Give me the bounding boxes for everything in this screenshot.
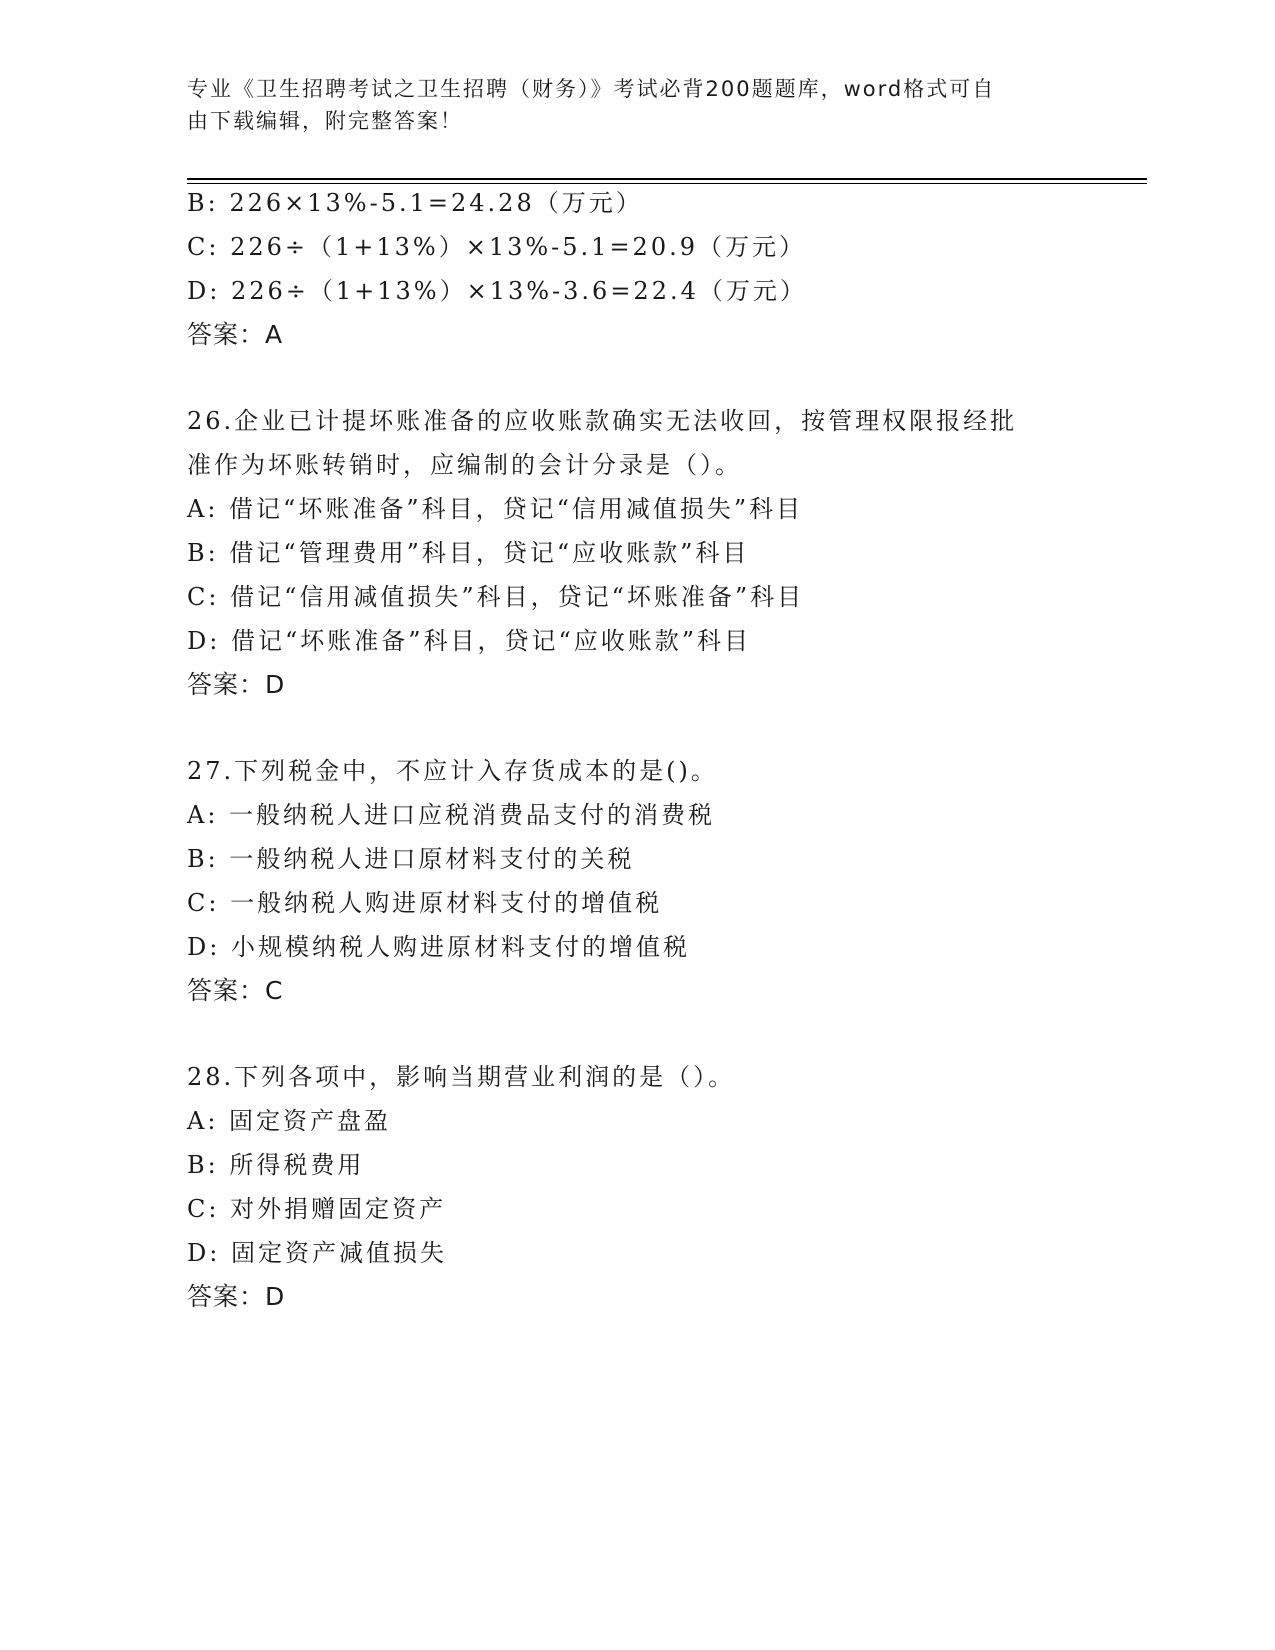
header-line-2: 由下载编辑，附完整答案！ [187, 109, 463, 133]
q28-stem: 28.下列各项中，影响当期营业利润的是（）。 [187, 1063, 736, 1091]
q28-option-d: D: 固定资产减值损失 [187, 1239, 447, 1267]
q26-option-d: D: 借记“坏账准备”科目，贷记“应收账款”科目 [187, 627, 752, 655]
header-divider-thin [187, 183, 1147, 184]
q27-answer: 答案：C [187, 976, 284, 1005]
q25-option-b: B: 226×13%-5.1=24.28（万元） [187, 189, 643, 217]
q28-answer: 答案：D [187, 1282, 286, 1311]
q26-stem-line-1: 26.企业已计提坏账准备的应收账款确实无法收回，按管理权限报经批 [187, 407, 1018, 435]
q26-option-b: B: 借记“管理费用”科目，贷记“应收账款”科目 [187, 539, 750, 567]
q27-option-d: D: 小规模纳税人购进原材料支付的增值税 [187, 933, 690, 961]
q26-stem-line-2: 准作为坏账转销时，应编制的会计分录是（）。 [187, 451, 742, 479]
q27-option-a: A: 一般纳税人进口应税消费品支付的消费税 [187, 801, 716, 829]
q27-stem: 27.下列税金中，不应计入存货成本的是()。 [187, 757, 718, 785]
q26-option-a: A: 借记“坏账准备”科目，贷记“信用减值损失”科目 [187, 495, 804, 523]
header-line-1: 专业《卫生招聘考试之卫生招聘（财务）》考试必背200题题库，word格式可自 [187, 77, 996, 101]
q25-option-d: D: 226÷（1+13%）×13%-3.6=22.4（万元） [187, 277, 807, 305]
q25-option-c: C: 226÷（1+13%）×13%-5.1=20.9（万元） [187, 233, 806, 261]
header-divider-thick [187, 178, 1147, 180]
q26-answer: 答案：D [187, 670, 286, 699]
q25-answer: 答案：A [187, 320, 284, 349]
q26-option-c: C: 借记“信用减值损失”科目，贷记“坏账准备”科目 [187, 583, 805, 611]
q28-option-b: B: 所得税费用 [187, 1151, 365, 1179]
q28-option-a: A: 固定资产盘盈 [187, 1107, 392, 1135]
q27-option-b: B: 一般纳税人进口原材料支付的关税 [187, 845, 635, 873]
document-header [187, 73, 1087, 137]
q28-option-c: C: 对外捐赠固定资产 [187, 1195, 447, 1223]
q27-option-c: C: 一般纳税人购进原材料支付的增值税 [187, 889, 663, 917]
